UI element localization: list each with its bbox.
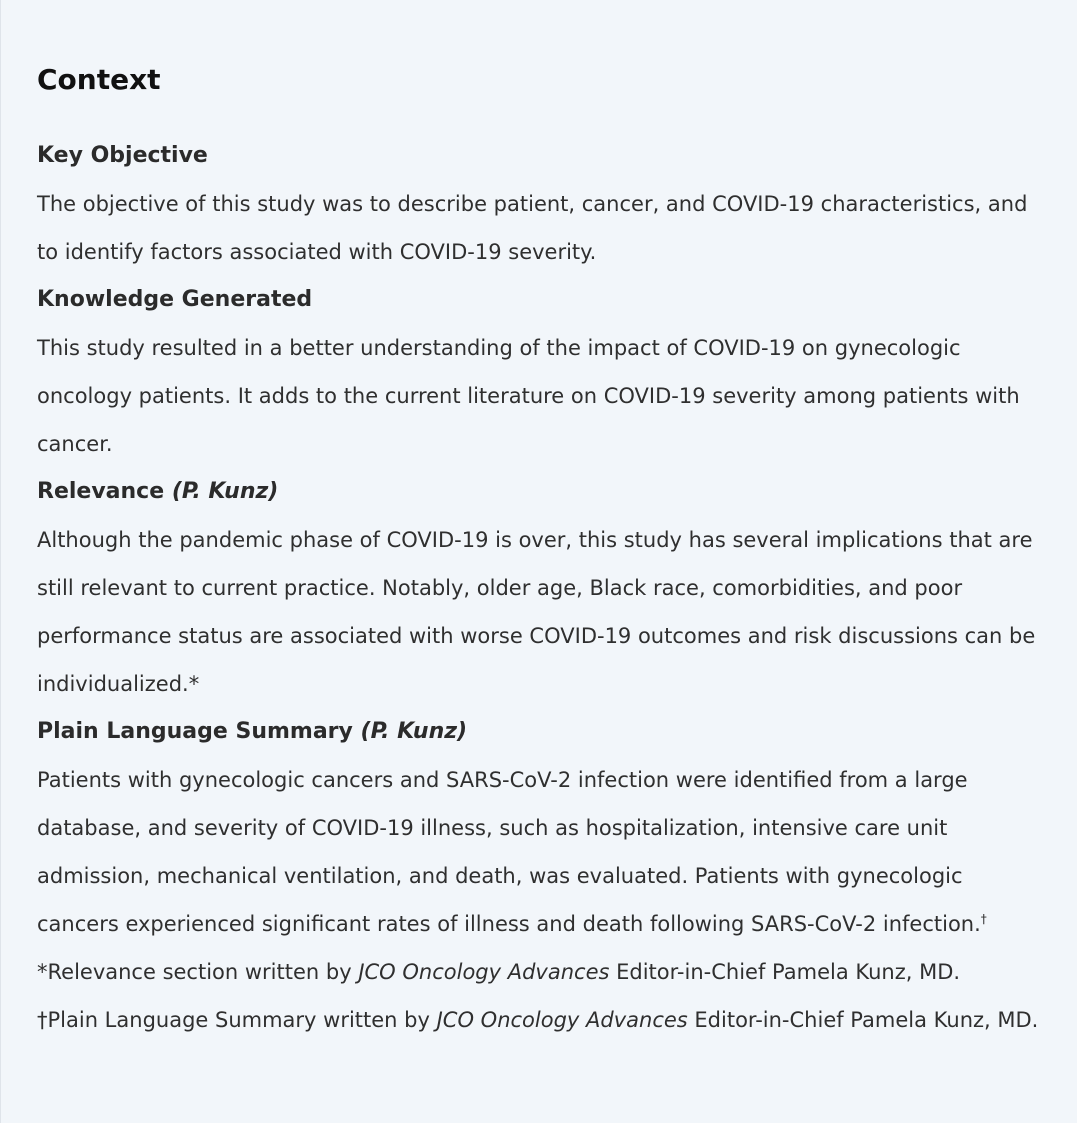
section-heading: Knowledge Generated	[37, 287, 313, 312]
section-heading: Relevance	[37, 479, 165, 504]
footnote-plain-language-summary	[37, 996, 1041, 1044]
footnote-suffix: Editor-in-Chief Pamela Kunz, MD.	[687, 1008, 1039, 1032]
footnote-prefix: *Relevance section written by	[37, 960, 359, 984]
section-body: The objective of this study was to describe patient, cancer, and COVID-19 characteristics, and to identify factors associated with COVID-19 severity.	[37, 192, 1028, 264]
section-body: Patients with gynecologic cancers and SARS-CoV-2 infection were identified from a large database, and severity of COVID-19 illness, such as hospitalization, intensive care unit admission, mechanical ventilation, and death, was evaluated. Patients with gynecologic cancers experienced significant rates of illness and death following SARS-CoV-2 infection.	[37, 768, 981, 936]
section-body: Although the pandemic phase of COVID-19 is over, this study has several implications that are still relevant to current practice. Notably, older age, Black race, comorbidities, and poor performance status are associated with worse COVID-19 outcomes and risk discussions can be individualized.*	[37, 528, 1036, 696]
footnote-prefix: †Plain Language Summary written by	[37, 1008, 437, 1032]
section-heading: Key Objective	[37, 143, 208, 168]
section-attribution: (P. Kunz)	[171, 479, 279, 504]
journal-name: JCO Oncology Advances	[436, 1008, 688, 1032]
section-knowledge-generated	[37, 276, 1041, 468]
footnote-relevance	[37, 948, 1041, 996]
section-body: This study resulted in a better understanding of the impact of COVID-19 on gynecologic oncology patients. It adds to the current literature on COVID-19 severity among patients with cancer.	[37, 336, 1020, 456]
section-key-objective	[37, 132, 1041, 276]
context-title: Context	[37, 63, 161, 96]
section-attribution: (P. Kunz)	[360, 719, 468, 744]
journal-name: JCO Oncology Advances	[358, 960, 610, 984]
dagger-marker: †	[980, 912, 987, 926]
section-relevance	[37, 468, 1041, 708]
footnote-suffix: Editor-in-Chief Pamela Kunz, MD.	[609, 960, 961, 984]
section-plain-language-summary	[37, 708, 1041, 948]
section-heading: Plain Language Summary	[37, 719, 353, 744]
